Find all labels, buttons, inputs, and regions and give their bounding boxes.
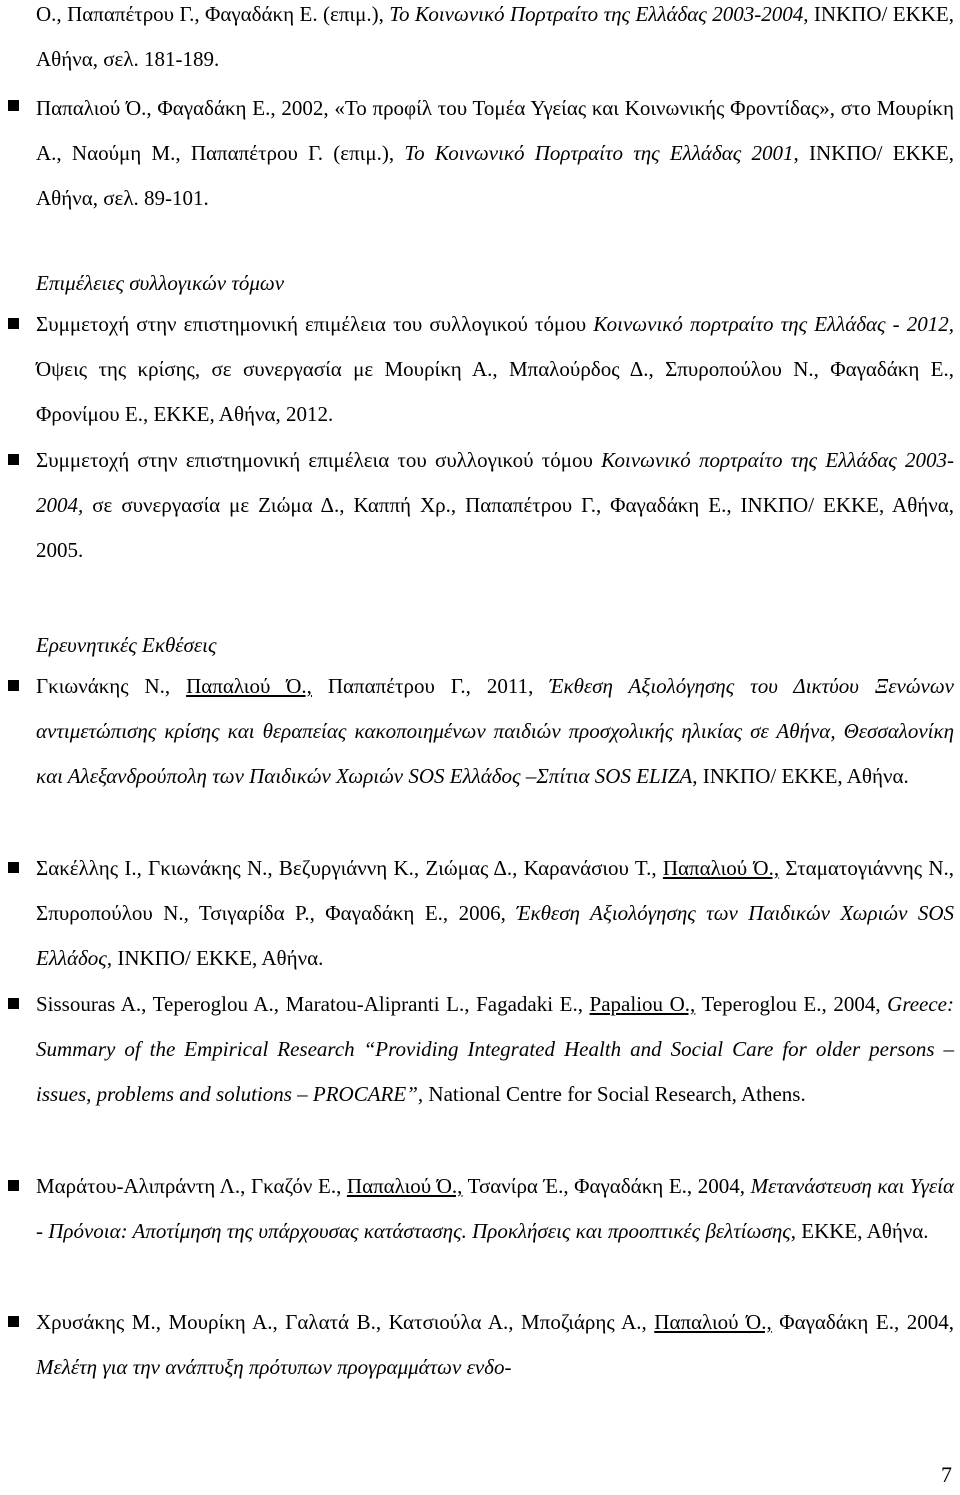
- bullet-icon: [8, 680, 19, 691]
- reference-text: [36, 438, 954, 573]
- reference-publisher: , ΙΝΚΠΟ/ ΕΚΚΕ, Αθήνα, σελ. 89-101.: [36, 141, 954, 210]
- reference-text: [36, 302, 954, 437]
- bullet-icon: [8, 318, 19, 329]
- reference-authors-rest: Φαγαδάκη Ε., 2004,: [771, 1310, 954, 1334]
- reference-title: Έκθεση Αξιολόγησης των Παιδικών Χωριών SOS Ελλάδος: [36, 901, 954, 970]
- reference-text: [36, 1300, 954, 1390]
- reference-author-highlight: Παπαλιού Ό.,: [186, 674, 312, 698]
- bullet-icon: [8, 454, 19, 465]
- reference-publisher: , ΙΝΚΠΟ/ ΕΚΚΕ, Αθήνα, σελ. 181-189.: [36, 2, 954, 71]
- bullet-icon: [8, 1180, 19, 1191]
- reference-authors-rest: Teperoglou E., 2004,: [695, 992, 888, 1016]
- reference-details: σε συνεργασία με Ζιώμα Δ., Καππή Χρ., Παπαπέτρου Γ., Φαγαδάκη Ε., ΙΝΚΠΟ/ ΕΚΚΕ, Αθήνα, 2005.: [36, 493, 954, 562]
- reference-author-highlight: Παπαλιού Ό.,: [662, 856, 780, 880]
- reference-author-highlight: Παπαλιού Ό.,: [654, 1310, 772, 1334]
- reference-text: [36, 664, 954, 799]
- reference-text: [36, 982, 954, 1117]
- reference-publisher: , ΙΝΚΠΟ/ ΕΚΚΕ, Αθήνα.: [106, 946, 324, 970]
- reference-authors: Sissouras A., Teperoglou A., Maratou-Alipranti L., Fagadaki E.,: [36, 992, 590, 1016]
- reference-authors: Παπαλιού Ό., Φαγαδάκη Ε., 2002, «Το προφίλ του Τομέα Υγείας και Κοινωνικής Φροντίδας», στο Μουρίκη Α., Ναούμη Μ., Παπαπέτρου Γ. (επιμ.),: [36, 96, 954, 165]
- reference-authors: Ο., Παπαπέτρου Γ., Φαγαδάκη Ε. (επιμ.),: [36, 2, 390, 26]
- bullet-icon: [8, 1316, 19, 1327]
- reference-title: Μετανάστευση και Υγεία - Πρόνοια: Αποτίμηση της υπάρχουσας κατάστασης. Προκλήσεις και προοπτικές βελτίωσης: [36, 1174, 954, 1243]
- reference-authors: Γκιωνάκης Ν.,: [36, 674, 187, 698]
- bullet-icon: [8, 100, 19, 111]
- section-heading-editions: Επιμέλειες συλλογικών τόμων: [36, 271, 285, 295]
- reference-publisher: , ΙΝΚΠΟ/ ΕΚΚΕ, Αθήνα.: [692, 764, 909, 788]
- bullet-icon: [8, 998, 19, 1009]
- reference-title: Το Κοινωνικό Πορτραίτο της Ελλάδας 2003-2004: [389, 2, 804, 26]
- bullet-icon: [8, 862, 19, 873]
- reference-continuation: [36, 0, 954, 82]
- reference-text: [36, 86, 954, 221]
- reference-title: Το Κοινωνικό Πορτραίτο της Ελλάδας 2001: [404, 141, 794, 165]
- reference-details: Όψεις της κρίσης, σε συνεργασία με Μουρίκη Α., Μπαλούρδος Δ., Σπυροπούλου Ν., Φαγαδάκη Ε., Φρονίμου Ε., ΕΚΚΕ, Αθήνα, 2012.: [36, 357, 954, 426]
- reference-text: [36, 846, 954, 981]
- reference-title: Greece: Summary of the Empirical Research “Providing Integrated Health and Social Care for older persons – issues, problems and solutions – PROCARE”,: [36, 992, 954, 1106]
- reference-authors-rest: Τσανίρα Έ., Φαγαδάκη Ε., 2004,: [462, 1174, 751, 1198]
- page-number: 7: [941, 1462, 952, 1487]
- reference-authors-rest: Παπαπέτρου Γ., 2011,: [311, 674, 550, 698]
- reference-authors-rest: Σταματογιάννης Ν., Σπυροπούλου Ν., Τσιγαρίδα Ρ., Φαγαδάκη Ε., 2006,: [36, 856, 954, 925]
- reference-title: Κοινωνικό πορτραίτο της Ελλάδας 2003-2004,: [36, 448, 954, 517]
- reference-intro: Συμμετοχή στην επιστημονική επιμέλεια του συλλογικού τόμου: [36, 312, 594, 336]
- reference-intro: Συμμετοχή στην επιστημονική επιμέλεια του συλλογικού τόμου: [36, 448, 602, 472]
- reference-title: Έκθεση Αξιολόγησης του Δικτύου Ξενώνων αντιμετώπισης κρίσης και θεραπείας κακοποιημένων παιδιών προσχολικής ηλικίας σε Αθήνα, Θεσσαλονίκη και Αλεξανδρούπολη των Παιδικών Χωριών SOS Ελλάδος –Σπίτια SOS ELIZA: [36, 674, 954, 788]
- reference-text: [36, 1164, 954, 1254]
- section-heading-reports: Ερευνητικές Εκθέσεις: [36, 633, 217, 657]
- reference-author-highlight: Παπαλιού Ό.,: [346, 1174, 463, 1198]
- reference-title: Μελέτη για την ανάπτυξη πρότυπων προγραμμάτων ενδο-: [36, 1355, 512, 1379]
- reference-publisher: , ΕΚΚΕ, Αθήνα.: [790, 1219, 929, 1243]
- reference-author-highlight: Papaliou O.,: [589, 992, 696, 1016]
- reference-authors: Σακέλλης Ι., Γκιωνάκης Ν., Βεζυργιάννη Κ., Ζιώμας Δ., Καρανάσιου Τ.,: [36, 856, 663, 880]
- reference-publisher: National Centre for Social Research, Athens.: [423, 1082, 806, 1106]
- reference-title: Κοινωνικό πορτραίτο της Ελλάδας - 2012,: [593, 312, 955, 336]
- reference-authors: Μαράτου-Αλιπράντη Λ., Γκαζόν Ε.,: [36, 1174, 347, 1198]
- reference-authors: Χρυσάκης Μ., Μουρίκη Α., Γαλατά Β., Κατσιούλα Α., Μποζιάρης Α.,: [36, 1310, 655, 1334]
